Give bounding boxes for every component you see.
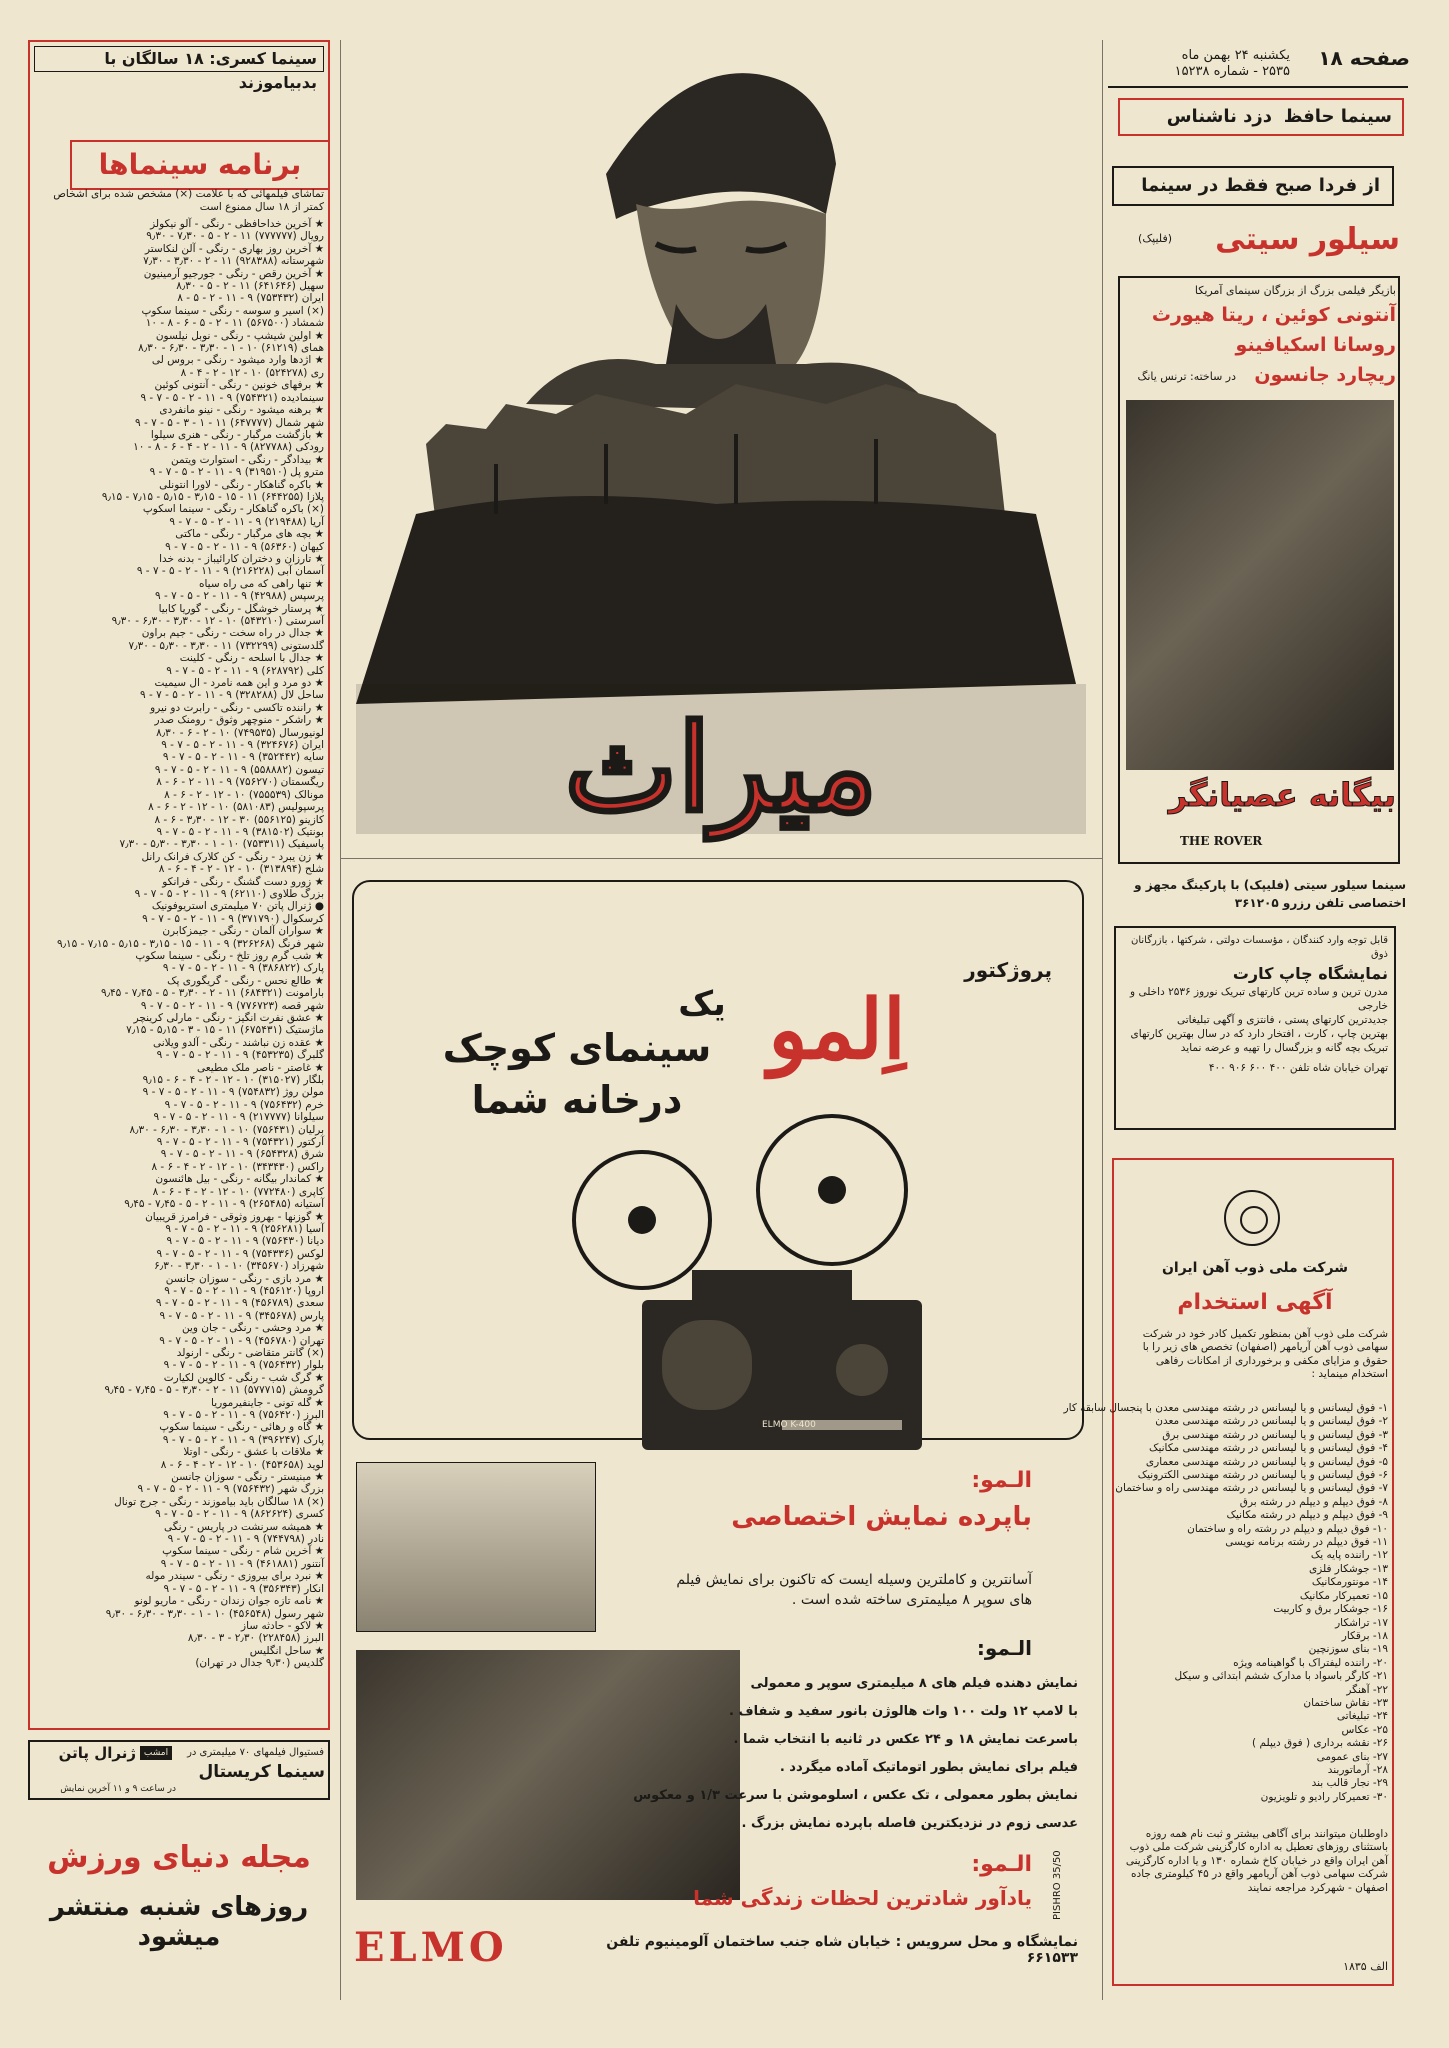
job-item: ۸- فوق دیپلم و دیپلم در رشته برق [1239, 1495, 1388, 1508]
schedule-row: مترو پل (۳۱۹۵۱۰) ۹ - ۱۱ - ۲ - ۵ - ۷ - ۹ [149, 466, 324, 479]
schedule-row: سعدی (۴۵۶۷۸۹) ۹ - ۱۱ - ۲ - ۵ - ۷ - ۹ [155, 1297, 324, 1310]
job-item: ۲۲- آهنگر [1346, 1683, 1388, 1696]
divider-mid [340, 858, 1102, 859]
elmo-slogan-1: سینمای کوچک [442, 1026, 712, 1070]
schedule-row: کاپری (۷۷۲۴۸۰) ۱۰ - ۱۲ - ۲ - ۴ - ۶ - ۸ [152, 1185, 324, 1198]
schedule-row: (×) گانتر متقاضی - رنگی - ارنولد [176, 1346, 324, 1359]
schedule-row: ری (۵۲۴۲۷۸) ۱۰ - ۱۲ - ۲ - ۴ - ۸ [180, 366, 324, 379]
sports-magazine-sub: روزهای شنبه منتشر میشود [49, 1892, 309, 1952]
job-item: ۱۸- برقکار [1341, 1629, 1388, 1642]
schedule-row: آنتنور (۴۶۱۸۸۱) ۹ - ۱۱ - ۲ - ۵ - ۷ - ۹ [160, 1557, 324, 1570]
schedule-row: شمشاد (۵۶۷۵۰۰) ۱۱ - ۲ - ۵ - ۶ - ۸ - ۱۰ [145, 317, 324, 330]
job-item: ۲۱- کارگر باسواد با مدارک ششم ابتدائی و سیکل [1174, 1670, 1388, 1683]
schedule-row: ★ آخرین روز بهاری - رنگی - آلن لنکاستر [144, 242, 324, 255]
schedule-row: پرسپولیس (۵۸۱۰۸۳) ۱۰ - ۱۲ - ۲ - ۶ - ۸ [148, 801, 324, 814]
schedule-row: لونیورسال (۷۴۹۵۳۵) ۱۰ - ۲ - ۶ - ۸٫۳۰ [156, 726, 324, 739]
elmo-address: نمایشگاه و محل سرویس : خیابان شاه جنب ساختمان آلومینیوم تلفن ۶۶۱۵۳۳ [606, 1934, 1078, 1966]
job-ad [1063, 1158, 1394, 1986]
elmo-features [633, 1670, 1078, 1838]
job-footer: داوطلبان میتوانند برای آگاهی بیشتر و ثبت نام همه روزه باستثنای روزهای تعطیل به اداره کارگزینی شرکت ملی ذوب آهن ایران واقع در خیابان کاخ شماره ۱۳۰ و یا اداره کارگزینی شرکت سهامی ذوب آهن آریامهر واقع در ۴۵ کیلومتری جاده اصفهان - شهرکرد مراجعه نمایند [1125, 1828, 1388, 1894]
schedule-row: (×) اسیر و سوسه - رنگی - سینما سکوپ [141, 304, 324, 317]
job-item: ۱۹- بنای سوزنچین [1308, 1643, 1388, 1656]
schedule-row: ساحل لال (۳۲۸۲۸۸) ۹ - ۱۱ - ۲ - ۵ - ۷ - ۹ [140, 689, 324, 702]
card-line-4: بهترین چاپ ، کارت ، افتخار دارد که در سال بهترین کارتهای [1130, 1028, 1388, 1040]
job-item: ۲- فوق لیسانس و یا لیسانس در رشته مهندسی معدن [1155, 1415, 1388, 1428]
schedule-row: ★ مرد وحشی - رنگی - جان وین [181, 1322, 324, 1335]
job-item: ۲۳- نقاش ساختمان [1303, 1696, 1388, 1709]
schedule-row: رویال (۷۷۷۷۷۷) ۱۱ - ۲ - ۵ - ۷٫۳۰ - ۹٫۳۰ [146, 230, 324, 243]
schedule-row: ★ اولین شیشپ - رنگی - نوبل نیلسون [155, 329, 324, 342]
schedule-row: ★ گله تونی - جاینفیرموریا [211, 1396, 324, 1409]
crystal-festival: فستیوال فیلمهای ۷۰ میلیمتری در [187, 1747, 324, 1758]
schedule-row: ★ غاصتر - ناصر ملک مطیعی [196, 1061, 324, 1074]
schedule-row: ★ گاه و رهائی - رنگی - سینما سکوپ [159, 1421, 324, 1434]
elmo-headline-2: یادآور شادترین لحظات زندگی شما [693, 1886, 1032, 1910]
rover-info-2: اختصاصی تلفن رزرو ۳۶۱۲۰۵ [1234, 896, 1406, 910]
schedule-row: سیلوانا (۲۱۷۷۷۷) ۹ - ۱۱ - ۲ - ۵ - ۷ - ۹ [153, 1111, 324, 1124]
schedule-row: شهر رسول (۴۵۶۵۴۸) ۱۰ - ۱ - ۳٫۳۰ - ۶٫۳۰ - ۹٫۳۰ [105, 1607, 324, 1620]
schedule-row: خرم (۷۵۶۴۳۲) ۹ - ۱۱ - ۲ - ۵ - ۷ - ۹ [164, 1098, 324, 1111]
job-item: ۲۰- راننده لیفتراک با گواهینامه ویژه [1233, 1656, 1388, 1669]
schedule-row: شرق (۶۵۴۳۲۸) ۹ - ۱۱ - ۲ - ۵ - ۷ - ۹ [160, 1148, 324, 1161]
date-line: یکشنبه ۲۴ بهمن ماه [1181, 48, 1290, 63]
job-item: ۱۷- تراشکار [1335, 1616, 1388, 1629]
program-note: تماشای فیلمهائی که با علامت (×) مشخص شده برای اشخاص کمتر از ۱۸ سال ممنوع است [53, 188, 324, 213]
elmo-feature: نمایش دهنده فیلم های ۸ میلیمتری سوپر و معمولی [750, 1676, 1078, 1691]
rover-ad [1118, 276, 1400, 864]
crystal-next-badge: امشب [140, 1746, 172, 1760]
job-item: ۱۰- فوق دیپلم و دیپلم در رشته راه و ساختمان [1187, 1522, 1388, 1535]
job-title: آگهی استخدام [1177, 1290, 1333, 1315]
card-line-5: تبریک بچه گانه و بزرگسال را تهیه و عرضه نماید [1180, 1042, 1388, 1054]
schedule-row: ★ عقده زن نباشند - رنگی - آلدو ویلانی [152, 1036, 324, 1049]
schedule-row: شهرستانه (۹۲۸۳۸۸) ۱۱ - ۲ - ۳٫۳۰ - ۷٫۳۰ [143, 255, 324, 268]
schedule-row: آسمان آبی (۲۱۶۲۲۸) ۹ - ۱۱ - ۲ - ۵ - ۷ - ۹ [136, 565, 324, 578]
program-title: برنامه سینماها [70, 140, 330, 190]
schedule-row: شلح (۳۱۳۸۹۴) ۱۰ - ۱۲ - ۲ - ۴ - ۶ - ۸ [158, 863, 324, 876]
job-item: ۱۲- راننده پایه یک [1310, 1549, 1388, 1562]
schedule-row: ریگسمتان (۷۵۶۲۷۰) ۹ - ۱۱ - ۲ - ۶ - ۸ [156, 776, 324, 789]
page-number: صفحه ۱۸ [1318, 46, 1410, 70]
job-item: ۹- فوق دیپلم و دیپلم در رشته مکانیک [1226, 1509, 1388, 1522]
job-item: ۶- فوق لیسانس و یا لیسانس در رشته مهندسی الکترونیک [1137, 1469, 1388, 1482]
schedule-row: ★ عشق نفرت انگیز - رنگی - مارلی کرینچر [133, 1012, 324, 1024]
meeras-ad [356, 44, 1086, 854]
crystal-note: در ساعت ۹ و ۱۱ آخرین نمایش [60, 1784, 176, 1794]
schedule-row: ★ همیشه سرنشت در پاریس - رنگی [164, 1520, 324, 1533]
meeras-title: میراث [564, 698, 878, 839]
schedule-row: ★ طالع نحس - رنگی - گریگوری پک [167, 974, 324, 987]
job-ref: الف ۱۸۳۵ [1343, 1960, 1388, 1973]
schedule-row: ★ برهنه میشود - رنگی - نینو مانفردی [159, 404, 324, 417]
job-item: ۳۰- تعمیرکار رادیو و تلویزیون [1260, 1790, 1388, 1803]
card-line-6: تهران خیابان شاه تلفن ۴۰۰ ۶۰۰ ۹۰۶ ۴۰۰ [1208, 1062, 1388, 1074]
crystal-cinema: سینما کریستال [198, 1762, 325, 1782]
schedule-row: ★ آخرین شام - رنگی - سینما سکوپ [162, 1545, 324, 1558]
company-seal-icon [1224, 1190, 1280, 1246]
elmo-logo: ELMO [354, 1924, 508, 1971]
rover-cast-1: آنتونی کوئین ، ریتا هیورث [1151, 304, 1396, 326]
schedule-row: گرومش (۵۷۷۷۱۵) ۱۱ - ۲ - ۳٫۳۰ - ۵ - ۷٫۴۵ - ۹٫۴۵ [104, 1384, 324, 1397]
schedule-row: ★ برفهای خونین - رنگی - آنتونی کوئین [154, 379, 324, 392]
elmo-feature: نمایش بطور معمولی ، تک عکس ، اسلوموشن با سرعت ۱/۳ و معکوس [633, 1788, 1078, 1803]
schedule-row: کلی (۶۲۸۷۹۲) ۹ - ۱۱ - ۲ - ۵ - ۷ - ۹ [166, 664, 324, 677]
schedule-row: گلبرگ (۴۵۳۲۳۵) ۹ - ۱۱ - ۲ - ۵ - ۷ - ۹ [156, 1049, 324, 1062]
schedule-row: انکار (۳۵۶۳۴۳) ۹ - ۱۱ - ۲ - ۵ - ۷ - ۹ [163, 1582, 324, 1595]
schedule-row: لوید (۴۵۳۶۵۸) ۱۰ - ۱۲ - ۲ - ۴ - ۶ - ۸ [160, 1458, 324, 1471]
schedule-row: ★ اژدها وارد میشود - رنگی - بروس لی [151, 354, 324, 367]
crystal-box [28, 1740, 330, 1800]
schedule-row: سینمادیده (۷۵۴۳۲۱) ۹ - ۱۱ - ۲ - ۵ - ۷ - ۹ [140, 391, 324, 404]
schedule-row: ★ بچه های مرگبار - رنگی - ماکتی [175, 528, 324, 541]
schedule-row: بارامونت (۶۸۴۳۲۱) ۱۱ - ۲ - ۳٫۳۰ - ۵ - ۷٫۴۵ - ۹٫۴۵ [100, 987, 324, 1000]
job-item: ۲۷- بنای عمومی [1316, 1750, 1388, 1763]
job-item: ۱۴- مونتورمکانیک [1311, 1576, 1388, 1589]
schedule-row: گلدستونی (۷۳۲۲۹۹) ۱۱ - ۳٫۳۰ - ۵٫۳۰ - ۷٫۳۰ [128, 639, 324, 652]
card-title: نمایشگاه چاپ کارت [1232, 964, 1388, 983]
elmo-side-code: PISHRO 35/50 [1052, 1850, 1063, 1920]
schedule-row: بلوار (۷۵۶۴۳۲) ۹ - ۱۱ - ۲ - ۵ - ۷ - ۹ [163, 1359, 324, 1372]
crystal-general: ژنرال پاتن [58, 1744, 136, 1762]
rover-info-1: سینما سیلور سیتی (فلیپک) با پارکینگ مجهز و [1134, 878, 1406, 892]
elmo-feature: باسرعت نمایش ۱۸ و ۲۴ عکس در ثانیه با انتخاب شما . [733, 1732, 1078, 1747]
elmo-label-3: الـمو: [971, 1852, 1032, 1877]
schedule-row: ★ کماندار بیگانه - رنگی - بیل هائنسون [155, 1173, 324, 1186]
schedule-row: لوکس (۷۵۴۳۳۶) ۹ - ۱۱ - ۲ - ۵ - ۷ - ۹ [156, 1247, 324, 1260]
sports-magazine-title: مجله دنیای ورزش [47, 1840, 311, 1875]
schedule-row: ★ نامه تازه جوان زندان - رنگی - ماریو لونو [134, 1595, 324, 1608]
schedule-row: مونالک (۷۵۵۵۳۹) ۱۰ - ۱۲ - ۲ - ۶ - ۸ [164, 788, 324, 801]
rover-title-en: THE ROVER [1180, 834, 1263, 848]
schedule-row: (×) ۱۸ سالگان باید بیاموزند - رنگی - جرج تونال [114, 1495, 324, 1508]
schedule-row: کرسکوال (۳۷۱۷۹۰) ۹ - ۱۱ - ۲ - ۵ - ۷ - ۹ [142, 912, 324, 925]
schedule-row: تهران (۴۵۶۷۸۰) ۹ - ۱۱ - ۲ - ۵ - ۷ - ۹ [159, 1334, 324, 1347]
elmo-feature: با لامپ ۱۲ ولت ۱۰۰ وات هالوژن بانور سفید و شفاف . [729, 1704, 1078, 1719]
divider-right [1102, 40, 1103, 2000]
schedule-row: البرز (۷۵۶۴۲۰) ۹ - ۱۱ - ۲ - ۵ - ۷ - ۹ [163, 1409, 324, 1421]
schedule-row: پرسپس (۴۲۹۸۸) ۹ - ۱۱ - ۲ - ۵ - ۷ - ۹ [155, 590, 324, 603]
schedule-row: بزرگ شهر (۷۵۶۴۳۲) ۹ - ۱۱ - ۲ - ۵ - ۷ - ۹ [137, 1483, 324, 1496]
job-item: ۲۹- نجار قالب بند [1311, 1777, 1388, 1790]
schedule-row: کیهان (۵۶۳۶۰) ۹ - ۱۱ - ۲ - ۵ - ۷ - ۹ [165, 540, 324, 553]
schedule-row: ★ ملاقات با عشق - رنگی - اوتلا [183, 1446, 324, 1459]
schedule-row: اروپا (۴۵۶۱۲۰) ۹ - ۱۱ - ۲ - ۵ - ۷ - ۹ [164, 1284, 324, 1297]
card-line-1: قابل توجه وارد کنندگان ، مؤسسات دولتی ، شرکتها ، بازرگانان ذوق [1131, 935, 1388, 960]
projection-photo [356, 1650, 740, 1900]
elmo-headline-1: باپرده نمایش اختصاصی [731, 1502, 1032, 1532]
schedule-row: ★ جدال در راه سخت - رنگی - جیم براون [141, 627, 324, 640]
job-company: شرکت ملی ذوب آهن ایران [1161, 1260, 1349, 1276]
schedule-list [38, 218, 324, 1726]
schedule-row: پارک (۳۹۶۲۴۷) ۹ - ۱۱ - ۲ - ۵ - ۷ - ۹ [162, 1433, 324, 1446]
job-item: ۱- فوق لیسانس و یا لیسانس در رشته مهندسی معدن با پنجسال سابقه کار [1063, 1402, 1388, 1414]
card-line-2: مدرن ترین و ساده ترین کارتهای تبریک نوروز ۲۵۳۶ داخلی و خارجی [1130, 986, 1388, 1012]
job-item: ۲۵- عکاس [1341, 1723, 1388, 1736]
schedule-row: نادر (۷۴۴۷۹۸) ۹ - ۱۱ - ۲ - ۵ - ۷ - ۹ [167, 1533, 324, 1546]
schedule-row: تیسون (۵۵۸۸۸۲) ۹ - ۱۱ - ۲ - ۵ - ۷ - ۹ [154, 763, 324, 776]
schedule-row: ★ شب گرم روز تلخ - رنگی - سینما سکوپ [135, 949, 324, 962]
elmo-slogan-2: درخانه شما [471, 1078, 683, 1122]
schedule-row: ★ آخرین خداحافظی - رنگی - آلو نیکولز [150, 218, 324, 230]
schedule-row: رودکی (۸۲۷۷۸۸) ۹ - ۱۱ - ۲ - ۴ - ۶ - ۸ - ۱۰ [133, 441, 324, 454]
schedule-row: پلازا (۶۴۴۲۵۵) ۱۱ - ۱۵ - ۳٫۱۵ - ۵٫۱۵ - ۷٫۱۵ - ۹٫۱۵ [101, 490, 324, 503]
schedule-row: برلیان (۷۵۶۴۳۱) ۱۰ - ۱ - ۳٫۳۰ - ۶٫۳۰ - ۸٫۳۰ [129, 1123, 324, 1136]
schedule-row: بونتیک (۳۸۱۵۰۲) ۹ - ۱۱ - ۲ - ۵ - ۷ - ۹ [156, 825, 324, 838]
schedule-row: آرکتور (۷۵۴۳۲۱) ۹ - ۱۱ - ۲ - ۵ - ۷ - ۹ [156, 1136, 324, 1149]
card-ad [1114, 926, 1396, 1130]
schedule-row: راکس (۳۴۳۴۳۰) ۱۰ - ۱۲ - ۲ - ۴ - ۶ - ۸ [151, 1160, 324, 1173]
elmo-desc-1: آسانترین و کاملترین وسیله ایست که تاکنون برای نمایش فیلم های سوپر ۸ میلیمتری ساخته شده است . [676, 1572, 1032, 1608]
job-item: ۵- فوق لیسانس و یا لیسانس در رشته مهندسی معماری [1145, 1455, 1388, 1468]
schedule-row: شهر شمال (۶۴۷۷۷۷) ۱۱ - ۱ - ۳ - ۵ - ۷ - ۹ [134, 416, 324, 429]
from-tomorrow: از فردا صبح فقط در سینما [1112, 166, 1394, 206]
elmo-ad [352, 880, 1084, 1980]
schedule-row: ★ پرستار خوشگل - رنگی - گوریا کابیا [158, 602, 324, 615]
schedule-row: پارس (۳۴۵۶۷۸) ۹ - ۱۱ - ۲ - ۵ - ۷ - ۹ [159, 1309, 324, 1322]
hafez-box [1118, 98, 1404, 136]
schedule-row: ★ بازگشت مرگبار - رنگی - هنری سیلوا [150, 428, 324, 441]
schedule-row: ★ راننده تاکسی - رنگی - رابرت دو نیرو [150, 701, 324, 714]
schedule-row: پارک (۳۸۶۸۲۲) ۹ - ۱۱ - ۲ - ۵ - ۷ - ۹ [162, 962, 324, 975]
job-item: ۳- فوق لیسانس و یا لیسانس در رشته مهندسی برق [1162, 1428, 1388, 1441]
schedule-row: بلگار (۳۱۵۰۲۷) ۱۰ - ۱۲ - ۲ - ۴ - ۶ - ۹٫۱۵ [142, 1074, 324, 1087]
issue-line: ۲۵۳۵ - شماره ۱۵۲۳۸ [1174, 64, 1290, 79]
elmo-model-label: ELMO K-400 [762, 1420, 816, 1430]
kasra-banner: سینما کسری: ۱۸ سالگان با بدبیاموزند [34, 46, 324, 72]
schedule-row: ★ راشکر - منوچهر وثوق - رومنک صدر [154, 714, 324, 727]
job-item: ۷- فوق لیسانس و یا لیسانس در رشته مهندسی راه و ساختمان [1115, 1482, 1388, 1495]
job-item: ۴- فوق لیسانس و یا لیسانس در رشته مهندسی مکانیک [1149, 1442, 1388, 1455]
schedule-row: گلدیس (۹٫۳۰ جدال در تهران) [195, 1657, 324, 1670]
elmo-label-1: الـمو: [971, 1468, 1032, 1493]
elmo-yek: یک [678, 984, 726, 1024]
rover-photo [1126, 400, 1394, 770]
job-item: ۱۳- جوشکار فلزی [1308, 1562, 1388, 1575]
job-item: ۱۶- جوشکار برق و کاربیت [1273, 1603, 1388, 1616]
schedule-row: کازینو (۵۵۶۱۲۵) ۳۰ - ۱۲ - ۳٫۳۰ - ۶ - ۸ [154, 813, 324, 826]
screen-photo [356, 1462, 596, 1632]
schedule-row: ★ باکره گناهکار - رنگی - لاورا انتونلی [159, 478, 324, 491]
schedule-row: ★ سواران آلمان - رنگی - جیمزکابرن [162, 925, 324, 938]
job-items [1063, 1402, 1388, 1810]
schedule-row: آریا (۲۱۹۴۸۸) ۹ - ۱۱ - ۲ - ۵ - ۷ - ۹ [169, 515, 324, 528]
rover-cast-3: ریچارد جانسون [1254, 364, 1396, 386]
schedule-row: ★ نبرد برای بیروزی - رنگی - سیندر موله [145, 1570, 324, 1583]
card-line-3: جدیدترین کارتهای پستی ، فانتزی و آگهی تبلیغاتی [1176, 1014, 1388, 1026]
hafez-cinema: سینما حافظ [1283, 106, 1392, 127]
divider-left [340, 40, 341, 2000]
schedule-row: ★ مبنیستر - رنگی - سوزان جانسن [171, 1471, 324, 1484]
schedule-row: آسیا (۲۵۶۲۸۱) ۹ - ۱۱ - ۲ - ۵ - ۷ - ۹ [165, 1222, 324, 1235]
job-item: ۲۶- نقشه برداری ( فوق دیپلم ) [1252, 1737, 1388, 1750]
schedule-row: کسری (۸۶۲۶۲۴) ۹ - ۱۱ - ۲ - ۵ - ۷ - ۹ [155, 1508, 324, 1521]
elmo-projector-word: پروژکتور [964, 958, 1052, 982]
elmo-feature: عدسی زوم در نزدیکترین فاصله باپرده نمایش بزرگ . [741, 1816, 1078, 1831]
schedule-row: ★ لاکو - حادثه ساز [241, 1619, 324, 1632]
job-intro: شرکت ملی ذوب آهن بمنظور تکمیل کادر خود در شرکت سهامی ذوب آهن آریامهر (اصفهان) تخصص های زیر را با حقوق و مزایای مکفی و برخورداری از امکانات رفاهی استخدام مینماید : [1142, 1328, 1388, 1381]
schedule-row: مولن روژ (۷۵۴۸۳۲) ۹ - ۱۱ - ۲ - ۵ - ۷ - ۹ [142, 1086, 324, 1099]
schedule-row: بزرگ طلاوی (۶۲۱۱۰) ۹ - ۱۱ - ۲ - ۵ - ۷ - ۹ [134, 887, 324, 900]
job-item: ۲۸- آرماتوربند [1327, 1763, 1388, 1776]
elmo-feature: فیلم برای نمایش بطور اتوماتیک آماده میگردد . [779, 1760, 1078, 1775]
schedule-row: سایه (۳۵۲۴۴۲) ۹ - ۱۱ - ۲ - ۵ - ۷ - ۹ [162, 751, 324, 764]
schedule-row: آستیانه (۲۶۵۴۸۵) ۹ - ۱۱ - ۲ - ۵ - ۷٫۴۵ - ۹٫۴۵ [124, 1198, 324, 1211]
projector-illustration [542, 1120, 942, 1460]
schedule-row: ★ دو مرد و این همه نامرد - ال سیمیت [154, 677, 324, 690]
schedule-row: ★ جدال با اسلحه - رنگی - کلینت [179, 652, 324, 665]
schedule-row: شهرزاد (۳۴۵۶۷۰) ۱۰ - ۱ - ۳٫۳۰ - ۶٫۳۰ [154, 1260, 324, 1273]
rover-cast-2: روسانا اسکیافینو [1235, 334, 1396, 356]
schedule-row: پاسیفیک (۷۵۳۳۱۱) ۱۰ - ۱ - ۳٫۳۰ - ۵٫۳۰ - ۷٫۳۰ [119, 838, 324, 851]
rover-tagline: بازیگر فیلمی بزرگ از بزرگان سینمای آمریکا [1194, 284, 1396, 297]
schedule-row: ماژستیک (۶۷۵۴۳۱) ۱۱ - ۱۵ - ۳ - ۵٫۱۵ - ۷٫۱۵ [126, 1024, 324, 1037]
schedule-row: شهر فرنگ (۳۲۶۲۶۸) ۹ - ۱۱ - ۱۵ - ۳٫۱۵ - ۵٫۱۵ - ۷٫۱۵ - ۹٫۱۵ [56, 937, 324, 950]
rover-title: بیگانه عصیانگر [1168, 776, 1396, 814]
schedule-row: البرز (۲۲۸۴۵۸) ۲٫۳۰ - ۳ - ۸٫۳۰ [187, 1632, 324, 1645]
hafez-film: دزد ناشناس [1166, 106, 1272, 127]
job-item: ۲۴- تبلیغاتی [1336, 1710, 1388, 1723]
schedule-row: ایران (۳۲۴۶۷۶) ۹ - ۱۱ - ۲ - ۵ - ۷ - ۹ [161, 739, 324, 752]
silver-city-name: سیلور سیتی [1215, 222, 1400, 257]
rover-director: در ساخته: ترنس یانگ [1137, 370, 1236, 383]
schedule-row: آسرستی (۵۴۳۲۱۰) ۱۰ - ۱۲ - ۳٫۳۰ - ۶٫۳۰ - ۹٫۳۰ [111, 615, 324, 627]
silver-city-note: (فلیپک) [1138, 232, 1172, 245]
schedule-row: دیانا (۷۵۶۴۳۰) ۹ - ۱۱ - ۲ - ۵ - ۷ - ۹ [166, 1235, 324, 1248]
schedule-row: ★ گرگ شب - رنگی - کالوین لکیارت [163, 1371, 324, 1384]
elmo-brand: اِلمو [768, 982, 906, 1078]
schedule-row: همای (۶۱۲۱۹) ۱۰ - ۱ - ۳٫۳۰ - ۶٫۳۰ - ۸٫۳۰ [138, 342, 324, 355]
schedule-row: ★ زن یبرد - رنگی - کن کلارک فرانک رانل [141, 850, 324, 863]
job-item: ۱۵- تعمیرکار مکانیک [1299, 1589, 1388, 1602]
schedule-row: شهر قصه (۷۷۶۷۲۳) ۹ - ۱۱ - ۲ - ۵ - ۷ - ۹ [140, 999, 324, 1012]
left-column [28, 40, 330, 1730]
schedule-row: ★ زورو دست گشنگ - رنگی - فرانکو [162, 875, 324, 888]
job-item: ۱۱- فوق دیپلم در رشته برنامه نویسی [1225, 1536, 1388, 1549]
schedule-row: ★ بیدادگر - رنگی - استوارت ویتمن [171, 453, 324, 466]
schedule-row: ★ گوزنها - بهروز وثوقی - فرامرز قریبیان [145, 1210, 324, 1223]
schedule-row: ★ ساحل انگلیس [249, 1644, 324, 1657]
schedule-row: ★ تارزان و دختران کارائیباز - بدنه خدا [159, 552, 324, 565]
schedule-row: ★ مرد بازی - رنگی - سوزان جانسن [165, 1272, 324, 1285]
schedule-row: سهیل (۶۴۱۶۴۶) ۱۱ - ۲ - ۵ - ۸٫۳۰ [176, 280, 324, 293]
schedule-row: ایران (۷۵۳۴۳۲) ۹ - ۱۱ - ۲ - ۵ - ۸ [177, 292, 324, 305]
schedule-row: ★ تنها راهی که می راه سیاه [198, 577, 324, 590]
header-rule [1108, 86, 1408, 88]
schedule-row: ● ژنرال پاتن ۷۰ میلیمتری استریوفونیک [151, 900, 324, 913]
elmo-label-2: الـمو: [976, 1636, 1032, 1660]
schedule-row: (×) باکره گناهکار - رنگی - سینما اسکوپ [142, 503, 324, 516]
schedule-row: ★ آخرین رقص - رنگی - جورجیو آرمینیون [143, 267, 324, 280]
